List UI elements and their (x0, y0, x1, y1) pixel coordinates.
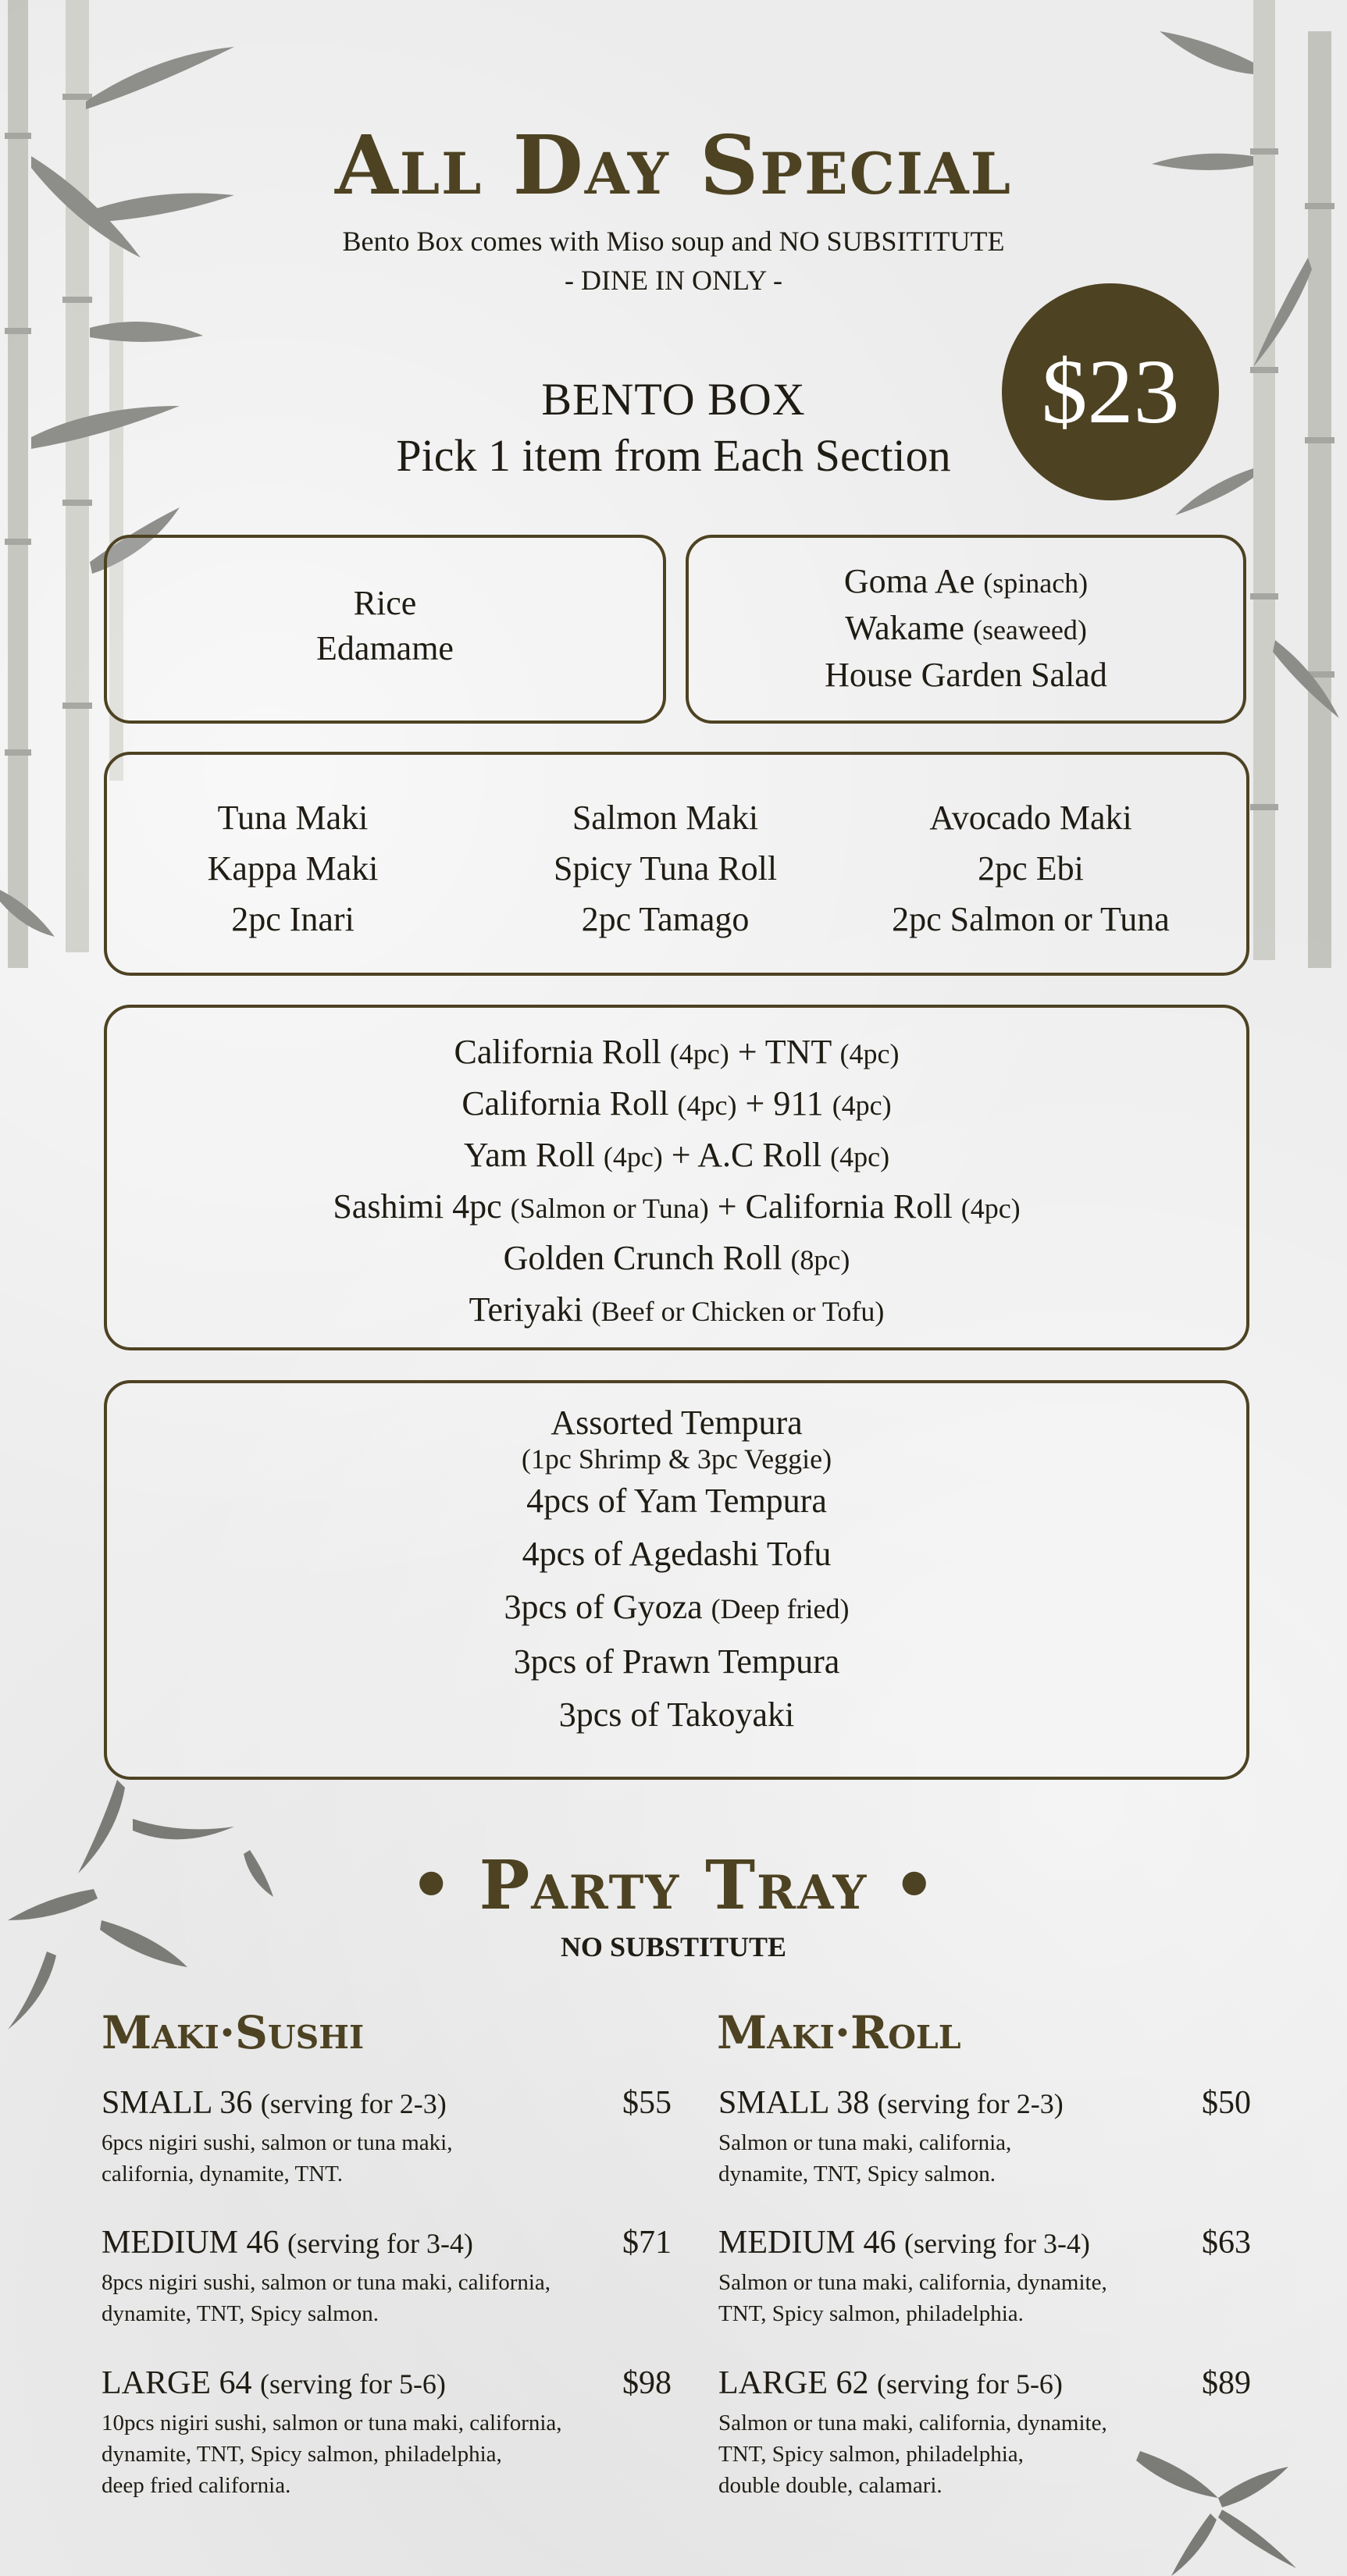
list-item: 2pc Tamago (581, 900, 750, 938)
price: $55 (622, 2085, 672, 2121)
bento-price-badge (1002, 283, 1219, 500)
bento-section-3-col-1 (105, 792, 480, 945)
list-item: 4pcs of Agedashi Tofu (522, 1535, 832, 1573)
maki-roll-title: Maki·Roll (717, 2006, 961, 2059)
party-tray-title: • Party Tray • (409, 1846, 938, 1925)
bento-section-1 (104, 535, 666, 724)
list-item: Teriyaki (Beef or Chicken or Tofu) (469, 1290, 885, 1329)
list-item: Spicy Tuna Roll (553, 849, 778, 888)
maki-roll-medium: MEDIUM 46 (serving for 3-4) $63 Salmon or tuna maki, california, dynamite, TNT, Spicy salmon, philadelphia. (718, 2222, 1251, 2329)
bento-section-3-col-3 (843, 792, 1218, 945)
bento-section-2 (686, 535, 1246, 724)
list-item: 2pc Inari (231, 900, 355, 938)
list-item: 4pcs of Yam Tempura (526, 1482, 827, 1520)
bento-item-goma-ae: Goma Ae (spinach) (843, 562, 1089, 600)
list-item: Golden Crunch Roll (8pc) (503, 1239, 850, 1277)
bento-note: Bento Box comes with Miso soup and NO SUBSITITUTE (342, 226, 1005, 257)
list-item: Tuna Maki (217, 799, 369, 837)
list-item: 2pc Ebi (978, 849, 1084, 888)
bento-item-rice: Rice (353, 584, 417, 622)
list-item: Sashimi 4pc (Salmon or Tuna) + California Roll (4pc) (333, 1187, 1021, 1226)
price: $71 (622, 2225, 672, 2261)
bento-box-title: BENTO BOX (541, 374, 806, 425)
party-tray-note: NO SUBSTITUTE (560, 1931, 787, 1962)
list-item: 2pc Salmon or Tuna (892, 900, 1170, 938)
maki-sushi-large: LARGE 64 (serving for 5-6) $98 10pcs nigiri sushi, salmon or tuna maki, california, dynamite, TNT, Spicy salmon, philadelphia, deep fried california. (102, 2363, 672, 2501)
price: $63 (1202, 2225, 1251, 2261)
list-item: California Roll (4pc) + 911 (4pc) (461, 1084, 892, 1123)
bento-item-edamame: Edamame (316, 629, 454, 667)
bento-section-5 (104, 1380, 1249, 1780)
bento-price: $23 (1041, 340, 1180, 443)
maki-sushi-title: Maki·Sushi (102, 2006, 365, 2059)
bento-item-wakame: Wakame (seaweed) (845, 609, 1087, 647)
list-item: 3pcs of Gyoza (Deep fried) (504, 1588, 850, 1626)
list-item: 3pcs of Prawn Tempura (513, 1642, 840, 1681)
list-item: 3pcs of Takoyaki (558, 1695, 795, 1734)
maki-roll-large: LARGE 62 (serving for 5-6) $89 Salmon or tuna maki, california, dynamite, TNT, Spicy salmon, philadelphia, double double, calamari. (718, 2363, 1251, 2501)
bento-section-3-col-2 (478, 792, 853, 945)
bento-item-garden-salad: House Garden Salad (825, 656, 1107, 694)
maki-roll-small: SMALL 38 (serving for 2-3) $50 Salmon or tuna maki, california, dynamite, TNT, Spicy salmon. (718, 2083, 1251, 2190)
list-item: Yam Roll (4pc) + A.C Roll (4pc) (463, 1136, 890, 1174)
list-item-note: (1pc Shrimp & 3pc Veggie) (521, 1443, 832, 1475)
dine-in-note: - DINE IN ONLY - (565, 265, 782, 296)
list-item: Assorted Tempura (551, 1404, 803, 1442)
maki-sushi-medium: MEDIUM 46 (serving for 3-4) $71 8pcs nigiri sushi, salmon or tuna maki, california, dynamite, TNT, Spicy salmon. (102, 2222, 672, 2329)
price: $89 (1202, 2365, 1251, 2401)
page-title: All Day Special (335, 117, 1012, 213)
bento-section-4 (104, 1005, 1249, 1350)
list-item: Salmon Maki (572, 799, 759, 837)
list-item: California Roll (4pc) + TNT (4pc) (454, 1033, 900, 1071)
price: $98 (622, 2365, 672, 2401)
list-item: Avocado Maki (929, 799, 1132, 837)
list-item: Kappa Maki (207, 849, 379, 888)
price: $50 (1202, 2085, 1251, 2121)
maki-sushi-small: SMALL 36 (serving for 2-3) $55 6pcs nigiri sushi, salmon or tuna maki, california, dynamite, TNT. (102, 2083, 672, 2190)
bento-box-instructions: Pick 1 item from Each Section (396, 430, 951, 481)
